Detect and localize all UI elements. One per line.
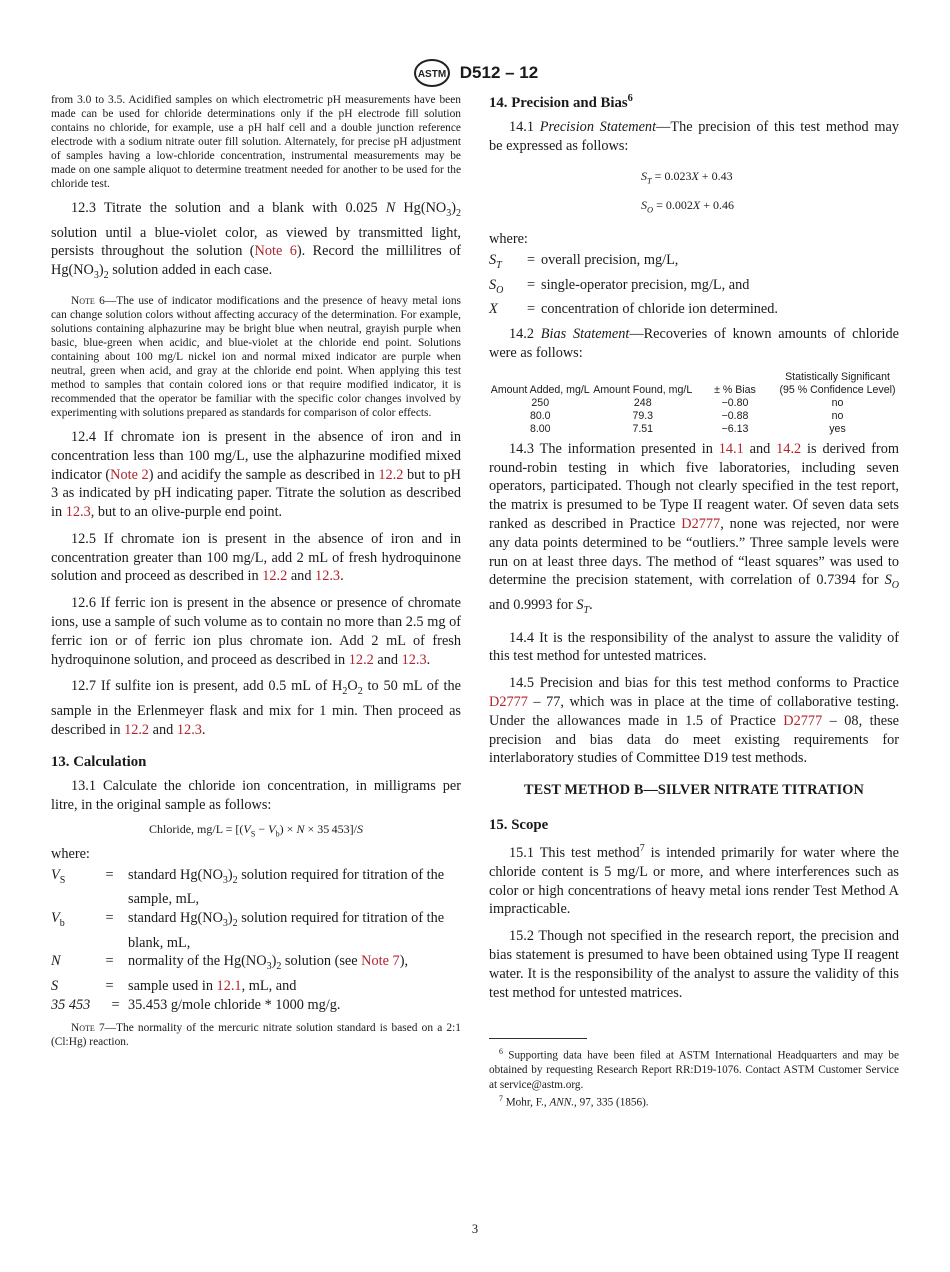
- para-14-5: 14.5 Precision and bias for this test method conforms to Practice D2777 – 77, which was in place at the time of collaborative testing. Under the allowances made in 1.5 of Practice D2777 – 08, these precision and bias data do meet existing requirements for interlaboratory studies of Committee D19 test methods.: [489, 675, 899, 767]
- para-13-1: 13.1 Calculate the chloride ion concentration, in milligrams per litre, in the original sample as follows:: [51, 777, 461, 813]
- astm-logo-icon: [412, 58, 452, 88]
- para-12-3: 12.3 Titrate the solution and a blank with 0.025 N $Hg(NO_3)_2$ solution until a blue-violet color, as viewed by transmitted light, persists throughout the solution (Note 6). Record the millilitres of $Hg(NO_3)_2$ solution added in each case.: [51, 200, 462, 282]
- chloride-equation: Chloride, $mg/L = [(V_S - V_b) \times N \times 35$ 453]/S: [149, 822, 363, 839]
- equation-st: $S_T = 0.023X + 0.43$: [641, 168, 733, 185]
- footnote-7: $^7$ Mohr, F., ANN., 97, 335 (1856).: [499, 1094, 649, 1109]
- section-12-3-link[interactable]: 12.3: [65, 504, 91, 521]
- definition-row: $V_S$ = standard $Hg(NO_3)_2$ solution required for titration of the sample, mL,: [51, 866, 445, 908]
- table-row: 80.0 79.3 −0.88 no: [529, 409, 844, 422]
- document-code: D512 – 12: [459, 63, 539, 82]
- test-method-b-heading: TEST METHOD B—SILVER NITRATE TITRATION: [524, 782, 864, 799]
- page-number: 3: [471, 1222, 479, 1236]
- definition-row: X = concentration of chloride ion determined.: [489, 301, 779, 318]
- d2777-link[interactable]: D2777: [681, 515, 721, 532]
- continued-note: from 3.0 to 3.5. Acidified samples on which electrometric pH measurements have been made can be used for chloride determinations only if the pH electrode fill solution contains no chloride, for example, use a pH half cell and a double junction reference electrode with a sodium nitrate outer fill solution. Alternately, for precise pH adjustment of samples having a low-chloride concentration, instrumental measurements may be made on one sample aliquot to determine treatment needed for another to be used for the chloride test.: [51, 94, 461, 190]
- d2777-link[interactable]: D2777: [783, 712, 823, 729]
- left-column: [51, 93, 461, 1057]
- footnote-6: $^6$ Supporting data have been filed at ASTM International Headquarters and may be obtained by requesting Research Report RR:D19-1076. Contact ASTM Customer Service at service@astm.org.: [489, 1047, 899, 1091]
- definition-row: $S_O$ = single-operator precision, mg/L, and: [489, 276, 750, 296]
- para-15-1: 15.1 This test method$^7$ is intended primarily for water where the chloride content is 5 mg/L or more, and where interferences such as color or high concentrations of heavy metal ions render Test Method A impracticable.: [489, 843, 899, 918]
- para-14-4: 14.4 It is the responsibility of the analyst to assure the validity of this test method for untested matrices.: [489, 629, 899, 665]
- section-13-heading: 13. Calculation: [51, 753, 147, 770]
- column-header: Amount Added, mg/L: [490, 383, 590, 396]
- para-15-2: 15.2 Though not specified in the research report, the precision and bias statement is presumed to have been obtained using Type II reagent water. It is the responsibility of the analyst to assure the validity of this test method for untested matrices.: [489, 928, 899, 1001]
- note-6: Note 6—The use of indicator modifications and the presence of heavy metal ions can change solution colors without affecting accuracy of the determination. For example, solutions containing alphazurine may be bright blue when neutral, grayish purple when basic, blue-green when acidic, and blue-violet at the chloride end point. Solutions containing about 100 mg/L nickel ion and normal mixed indicator are purple when neutral, green when acid, and gray at the chloride end point. When applying this test method to samples that contain colored ions or that require modified indicator, it is recommended that the operator be familiar with the specific color changes involved by experimenting with solutions prepared as standards for comparison of color effects.: [51, 294, 461, 419]
- para-12-7: 12.7 If sulfite ion is present, add 0.5 mL of $H_2O_2$ to 50 mL of the sample in the Erlenmeyer flask and mix for 1 min. Then proceed as described in 12.2 and 12.3.: [51, 678, 461, 738]
- section-14-heading: 14. Precision and Bias$^6$: [489, 93, 633, 111]
- definition-row: $V_b$ = standard $Hg(NO_3)_2$ solution required for titration of the blank, mL,: [51, 909, 445, 951]
- column-header: ± % Bias: [714, 383, 756, 396]
- definition-row: S = sample used in 12.1, mL, and: [51, 978, 297, 995]
- definition-row: 35 453 = 35.453 g/mole chloride * 1000 mg/g.: [51, 996, 341, 1013]
- where-label: where:: [51, 845, 90, 862]
- para-14-3: 14.3 The information presented in 14.1 and 14.2 is derived from round-robin testing in which five laboratories, including seven operators, participated. Though not clearly specified in the test report, the matrix is presumed to be Type II reagent water. Of seven data sets ranked as described in Practice D2777, none was rejected, nor were any data points determined to be “outliers.” Three sample levels were run on at least three days. The method of “least squares” was used to determine the precision statement, with correlation of 0.7394 for $S_O$ and 0.9993 for $S_T$.: [489, 440, 899, 616]
- svg-text:ASTM: ASTM: [417, 69, 446, 80]
- equation-so: $S_O = 0.002X + 0.46$: [641, 197, 734, 215]
- section-12-3-link[interactable]: 12.3: [401, 651, 427, 668]
- page-header: [0, 58, 950, 88]
- note-2-link[interactable]: Note 2: [110, 466, 149, 483]
- note-6-link[interactable]: Note 6: [254, 243, 297, 260]
- precision-definitions: [489, 251, 899, 319]
- section-12-2-link[interactable]: 12.2: [262, 568, 288, 585]
- column-header: Statistically Significant (95 % Confidence Level): [779, 370, 896, 396]
- section-14-1-link[interactable]: 14.1: [718, 440, 744, 457]
- variable-definitions: [51, 866, 461, 1015]
- section-12-3-link[interactable]: 12.3: [315, 568, 341, 585]
- section-15-heading: 15. Scope: [489, 817, 549, 834]
- table-row: 8.00 7.51 −6.13 yes: [529, 422, 846, 435]
- para-14-1: 14.1 Precision Statement—The precision of this test method may be expressed as follows:: [489, 118, 900, 154]
- para-12-5: 12.5 If chromate ion is present in the absence of iron and in concentration greater than 100 mg/L, add 2 mL of fresh hydroquinone solution and proceed as described in 12.2 and 12.3.: [51, 530, 461, 585]
- note-7: Note 7—The normality of the mercuric nitrate solution standard is based on a 2:1 (Cl:Hg) reaction.: [51, 1021, 461, 1048]
- definition-row: N = normality of the $Hg(NO_3)_2$ solution (see Note 7),: [51, 953, 409, 973]
- definition-row: $S_T$ = overall precision, mg/L,: [489, 252, 679, 271]
- para-14-2: 14.2 Bias Statement—Recoveries of known amounts of chloride were as follows:: [489, 326, 899, 361]
- para-12-6: 12.6 If ferric ion is present in the absence or presence of chromate ions, use a sample of such volume as to contain no more than 2.5 mg of ferric ion or of ferric ion plus chromate ion. Add 2 mL of fresh hydroquinone solution, and proceed as described in 12.2 and 12.3.: [51, 595, 461, 668]
- where-label: where:: [489, 231, 528, 248]
- para-12-4: 12.4 If chromate ion is present in the absence of iron and in concentration less than 100 mg/L, use the alphazurine modified mixed indicator (Note 2) and acidify the sample as described in 12.2 but to pH 3 as indicated by pH indicating paper. Titrate the solution as described in 12.3, but to an olive-purple end point.: [51, 428, 461, 521]
- precision-equations: [489, 164, 899, 223]
- note-7-link[interactable]: Note 7: [361, 953, 400, 970]
- bias-table: [489, 371, 899, 436]
- d2777-link[interactable]: D2777: [489, 694, 528, 711]
- section-14-2-link[interactable]: 14.2: [776, 440, 802, 457]
- table-header-row: [489, 371, 899, 397]
- footnote-divider: [489, 1038, 587, 1039]
- section-12-2-link[interactable]: 12.2: [124, 721, 150, 738]
- section-12-1-link[interactable]: 12.1: [216, 978, 242, 995]
- section-12-2-link[interactable]: 12.2: [348, 651, 374, 668]
- section-12-3-link[interactable]: 12.3: [176, 721, 202, 738]
- table-row: 250 248 −0.80 no: [531, 396, 844, 409]
- column-header: Amount Found, mg/L: [593, 383, 693, 396]
- section-12-2-link[interactable]: 12.2: [378, 466, 404, 483]
- right-column: [489, 93, 899, 1110]
